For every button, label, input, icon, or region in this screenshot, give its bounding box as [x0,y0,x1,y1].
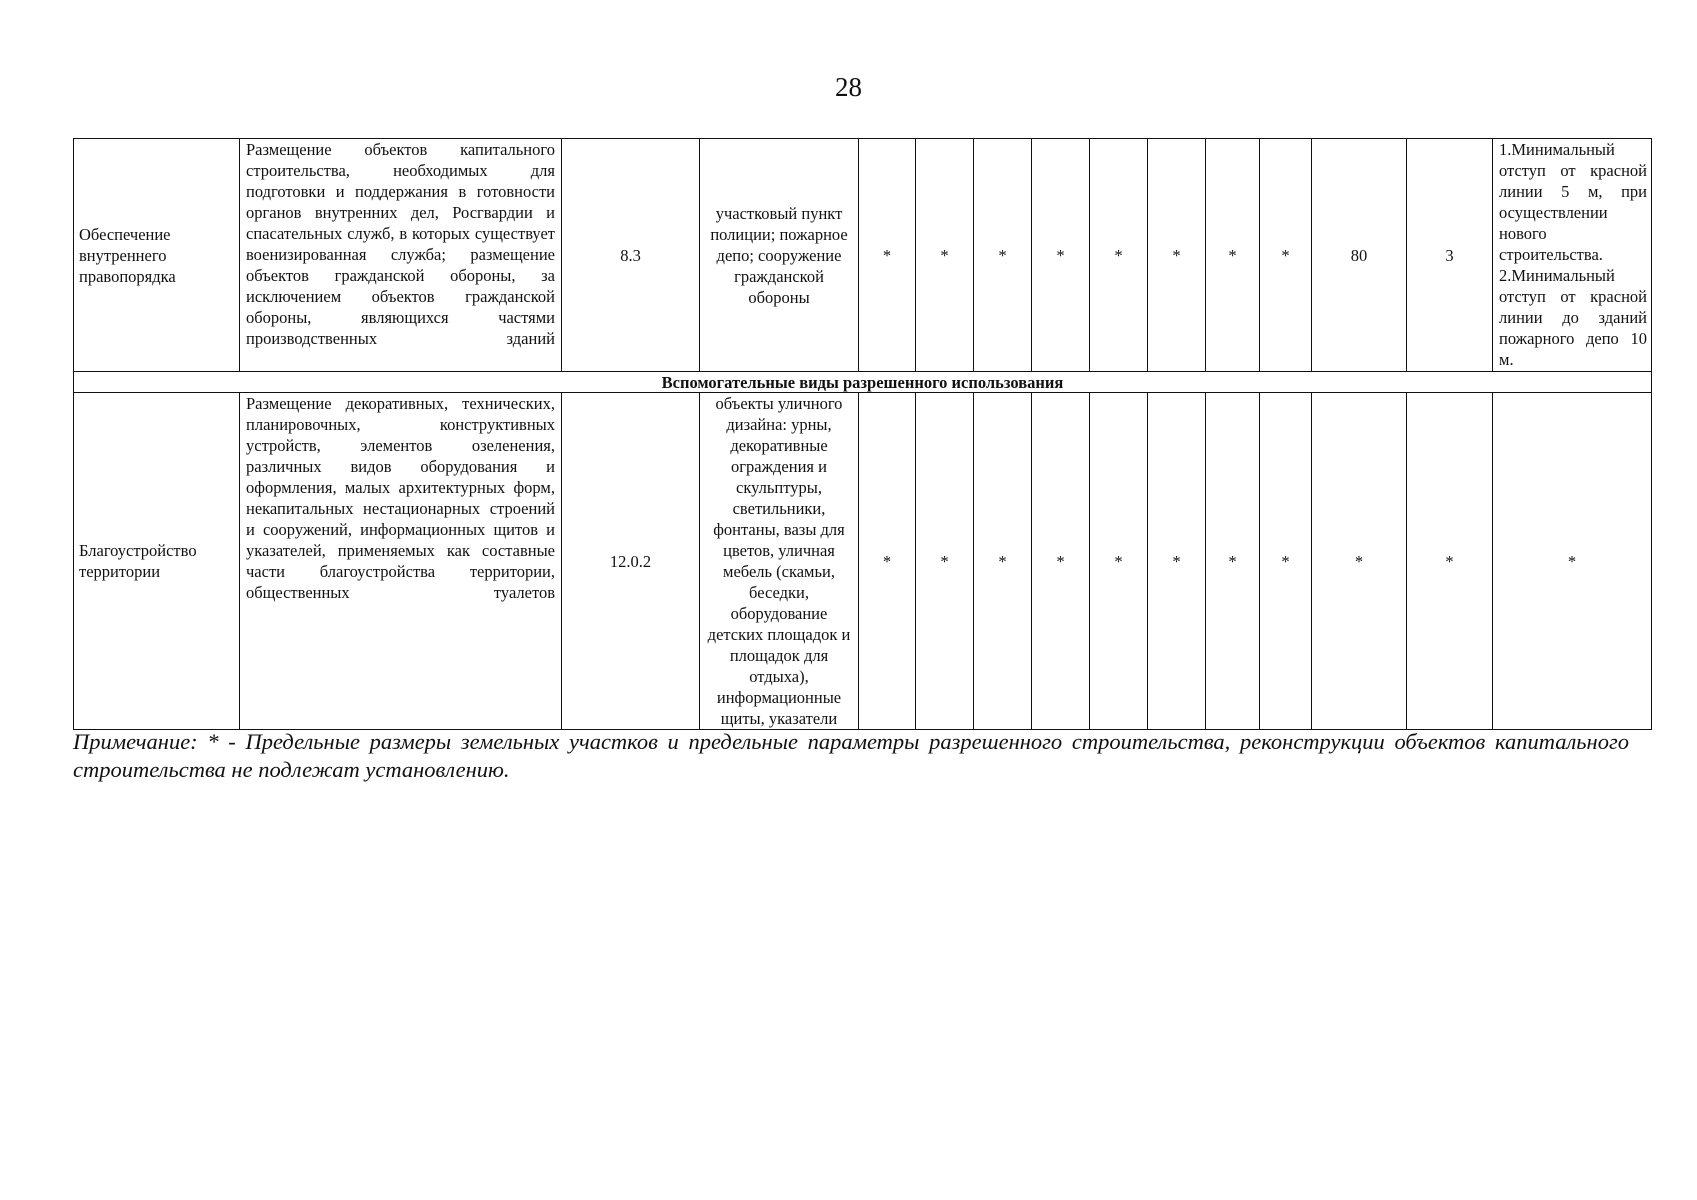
code-cell: 8.3 [562,139,700,372]
value-cell: * [1032,139,1090,372]
value-cell: * [859,393,916,730]
value-cell: * [1260,139,1312,372]
objects-cell: объекты уличного дизайна: урны, декоративные ограждения и скульптуры, светильники, фонтаны, вазы для цветов, уличная мебель (скамьи, беседки, оборудование детских площадок и площадок для отдыха), информационные щиты, указатели [700,393,859,730]
objects-cell: участковый пункт полиции; пожарное депо; сооружение гражданской обороны [700,139,859,372]
use-name-cell: Благоустройство территории [74,393,240,730]
footnote: Примечание: * - Предельные размеры земельных участков и предельные параметры разрешенного строительства, реконструкции объектов капитального строительства не подлежат установлению. [73,729,1629,782]
regulations-table [73,138,1652,730]
code-cell: 12.0.2 [562,393,700,730]
table-row [74,393,1652,730]
value-cell: * [1206,393,1260,730]
note-cell: 1.Минимальный отступ от красной линии 5 м, при осуществлении нового строительства. 2.Минимальный отступ от красной линии до зданий пожарного депо 10 м. [1493,139,1652,372]
value-cell: * [859,139,916,372]
section-header: Вспомогательные виды разрешенного использования [74,372,1652,393]
table-row [74,139,1652,372]
use-name-cell: Обеспечение внутреннего правопорядка [74,139,240,372]
section-header-row [74,372,1652,393]
value-cell: * [1260,393,1312,730]
value-cell: * [974,139,1032,372]
value-cell: 3 [1407,139,1493,372]
value-cell: * [1032,393,1090,730]
description-cell: Размещение декоративных, технических, планировочных, конструктивных устройств, элементов озеленения, различных видов оборудования и оформления, малых архитектурных форм, некапитальных нестационарных строений и сооружений, информационных щитов и указателей, применяемых как составные части благоустройства территории, общественных туалетов [240,393,562,730]
value-cell: * [1148,393,1206,730]
value-cell: * [1206,139,1260,372]
description-cell: Размещение объектов капитального строительства, необходимых для подготовки и поддержания в готовности органов внутренних дел, Росгвардии и спасательных служб, в которых существует военизированная служба; размещение объектов гражданской обороны, за исключением объектов гражданской обороны, являющихся частями производственных зданий [240,139,562,372]
value-cell: 80 [1312,139,1407,372]
value-cell: * [916,393,974,730]
page-number: 28 [835,72,862,102]
value-cell: * [1090,139,1148,372]
value-cell: * [1090,393,1148,730]
note-cell: * [1493,393,1652,730]
value-cell: * [1148,139,1206,372]
value-cell: * [974,393,1032,730]
value-cell: * [1407,393,1493,730]
value-cell: * [1312,393,1407,730]
value-cell: * [916,139,974,372]
